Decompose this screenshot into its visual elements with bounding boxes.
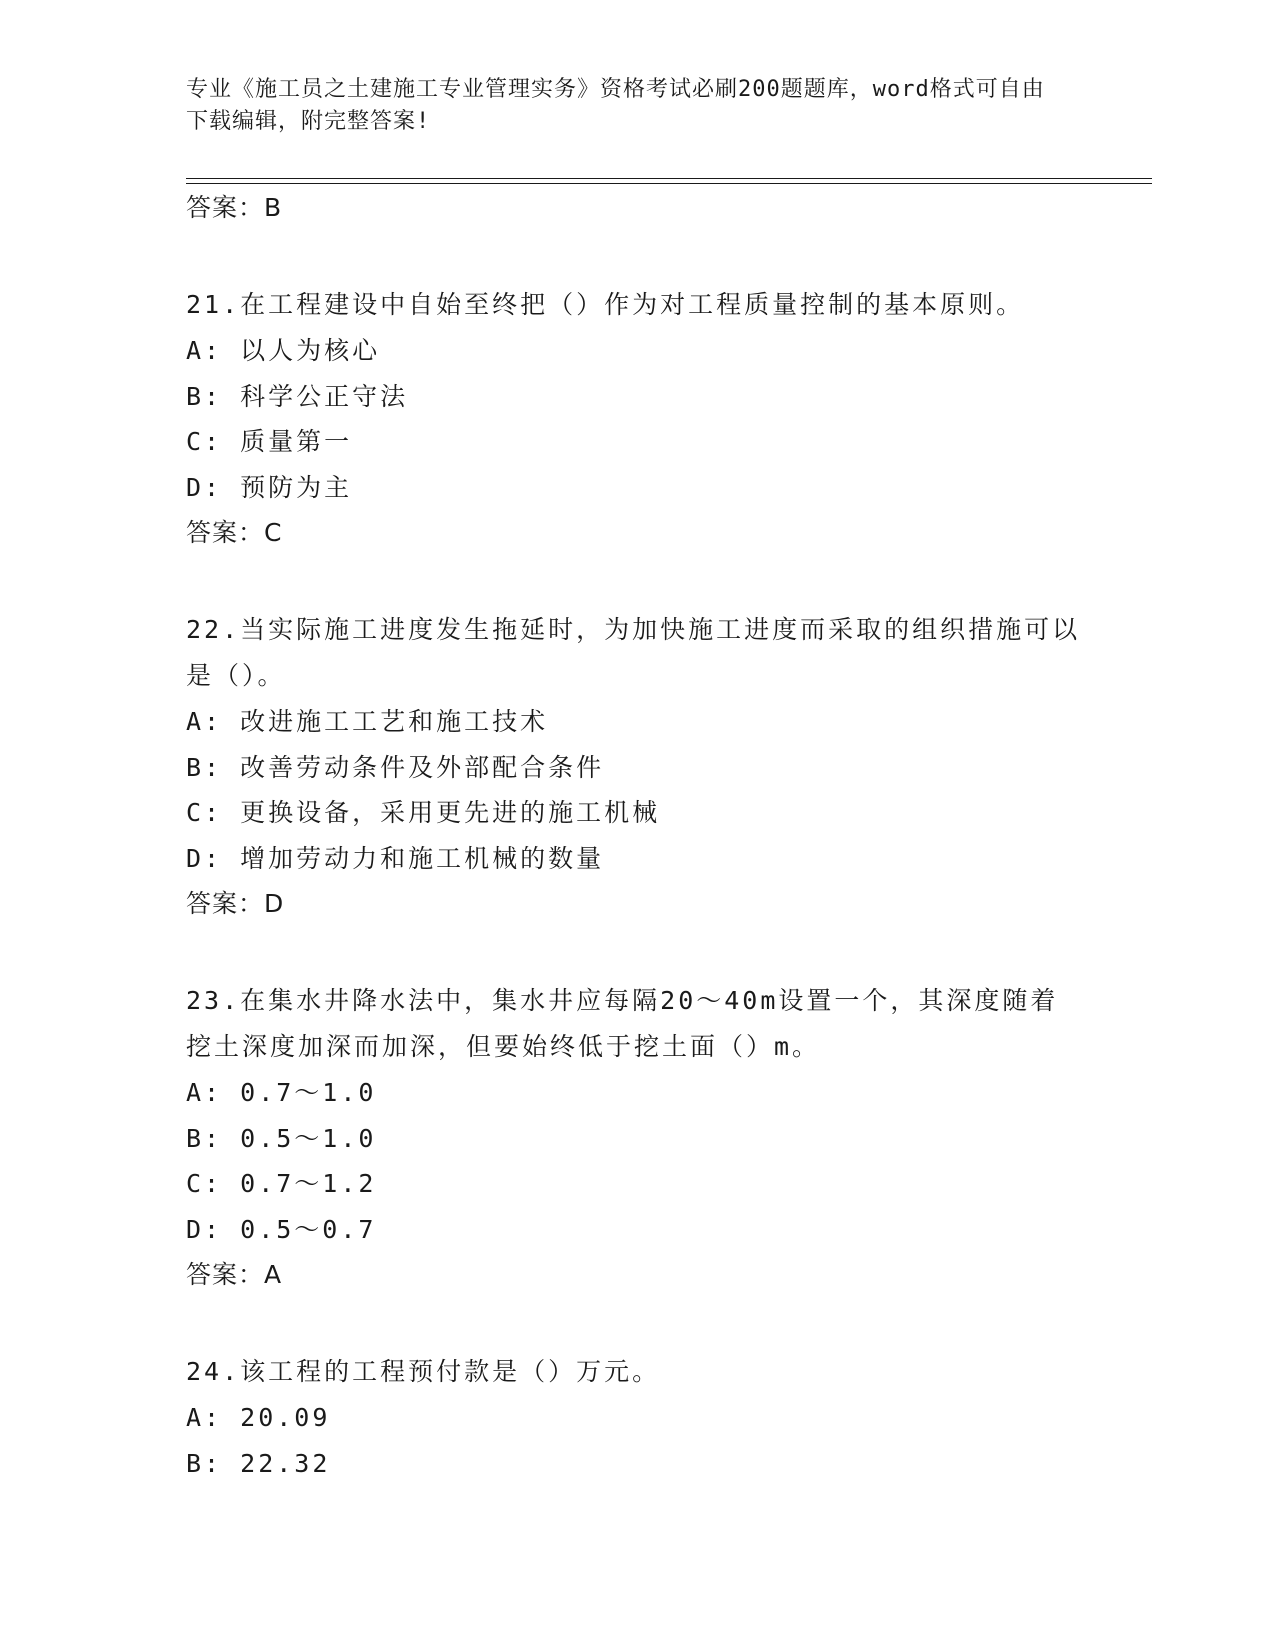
question-stem: 23.在集水井降水法中，集水井应每隔20～40m设置一个，其深度随着挖土深度加深而加深，但要始终低于挖土面（）m。 <box>186 986 1059 1061</box>
question-23 <box>186 978 1086 1297</box>
option-b: B: 改善劳动条件及外部配合条件 <box>186 752 605 782</box>
question-21 <box>186 282 1086 555</box>
option-a: A: 以人为核心 <box>186 336 381 365</box>
option-b: B: 22.32 <box>186 1448 331 1478</box>
header-rule-bottom <box>186 183 1152 184</box>
option-d: D: 预防为主 <box>186 472 353 502</box>
option-a: A: 改进施工工艺和施工技术 <box>186 707 549 736</box>
answer-line: 答案：C <box>186 518 283 547</box>
option-c: C: 质量第一 <box>186 427 353 456</box>
option-b: B: 科学公正守法 <box>186 381 409 411</box>
option-a: A: 0.7～1.0 <box>186 1078 377 1107</box>
option-c: C: 更换设备，采用更先进的施工机械 <box>186 798 661 827</box>
answer-line: 答案：D <box>186 889 285 918</box>
question-stem: 21.在工程建设中自始至终把（）作为对工程质量控制的基本原则。 <box>186 290 1025 319</box>
header-rule-top <box>186 178 1152 179</box>
question-list <box>186 185 1086 1486</box>
answer-line: 答案：B <box>186 193 283 222</box>
question-stem: 22.当实际施工进度发生拖延时，为加快施工进度而采取的组织措施可以是（）。 <box>186 615 1081 690</box>
answer-line: 答案：A <box>186 1260 283 1289</box>
question-stem: 24.该工程的工程预付款是（）万元。 <box>186 1357 661 1386</box>
option-d: D: 0.5～0.7 <box>186 1214 377 1244</box>
option-c: C: 0.7～1.2 <box>186 1169 377 1198</box>
option-b: B: 0.5～1.0 <box>186 1123 377 1153</box>
option-a: A: 20.09 <box>186 1403 331 1432</box>
question-22 <box>186 607 1086 926</box>
document-header: 专业《施工员之土建施工专业管理实务》资格考试必刷200题题库，word格式可自由下载编辑，附完整答案! <box>186 77 1045 134</box>
question-24 <box>186 1349 1086 1486</box>
option-d: D: 增加劳动力和施工机械的数量 <box>186 843 605 873</box>
